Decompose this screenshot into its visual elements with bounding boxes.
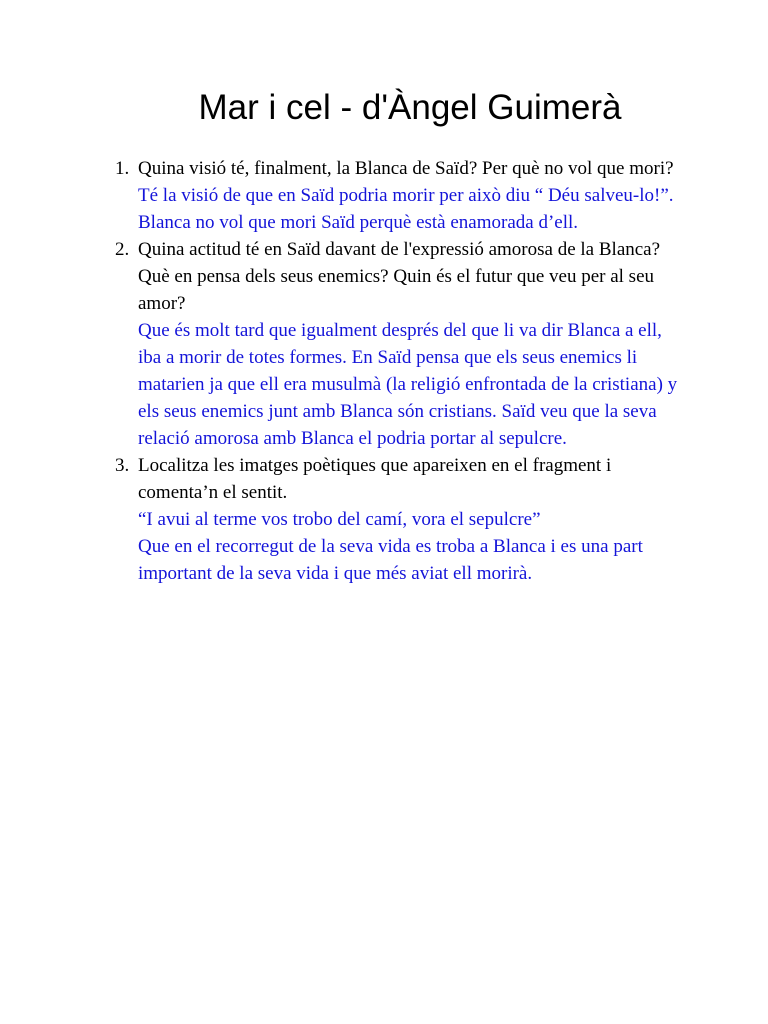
question-item-1 (115, 155, 683, 236)
question-number: 2. (115, 239, 130, 260)
answer-text: Que en el recorregut de la seva vida es troba a Blanca i es una part important de la seva vida i que més aviat ell morirà. (138, 536, 643, 584)
answer-text: Té la visió de que en Saïd podria morir per això diu “ Déu salveu-lo!”. Blanca no vol que mori Saïd perquè està enamorada d’ell. (138, 185, 674, 233)
question-text: Localitza les imatges poètiques que apareixen en el fragment i comenta’n el sentit. (138, 455, 612, 503)
question-list (115, 155, 683, 587)
document-title: Mar i cel - d'Àngel Guimerà (198, 88, 622, 127)
question-item-2 (115, 236, 683, 452)
question-number: 3. (115, 455, 130, 476)
question-text: Quina visió té, finalment, la Blanca de Saïd? Per què no vol que mori? (138, 158, 674, 179)
question-number: 1. (115, 158, 130, 179)
answer-text: Que és molt tard que igualment després del que li va dir Blanca a ell, iba a morir de totes formes. En Saïd pensa que els seus enemics li matarien ja que ell era musulmà (la religió enfrontada de la cristiana) y els seus enemics junt amb Blanca són cristians. Saïd veu que la seva relació amorosa amb Blanca el podria portar al sepulcre. (138, 320, 678, 449)
question-item-3 (115, 452, 683, 587)
quotation-text: “I avui al terme vos trobo del camí, vora el sepulcre” (138, 509, 541, 530)
question-text: Quina actitud té en Saïd davant de l'expressió amorosa de la Blanca?Què en pensa dels seus enemics? Quin és el futur que veu per al seu amor? (138, 239, 661, 314)
